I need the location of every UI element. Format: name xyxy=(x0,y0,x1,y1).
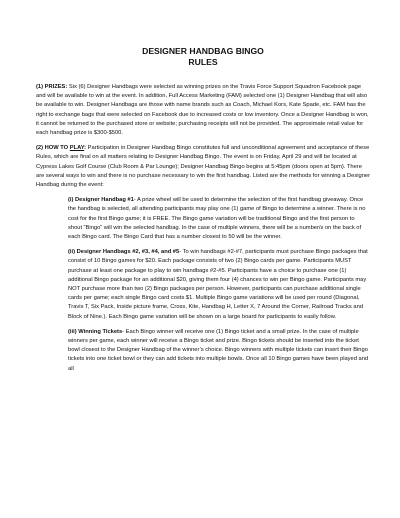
how-to-play-section xyxy=(36,144,370,190)
prizes-text: Six (6) Designer Handbags were selected as winning prizes on the Travis Force Support Squadron Facebook page and will be available to win at the event. In addition, Full Access Marketing (FAM) selected one (1) Designer Handbag that will also be available to win. Designer Handbags are those with name brands such as Coach, Michael Kors, Kate Spade, etc. FAM has the right to exchange bags that were selected on Facebook due to increased costs or low inventory. Once a Designer Handbag is won, it cannot be returned to the purchased store or website; purchasing receipts will not be provided. The approximate retail value for each handbag prize is $300-$500. xyxy=(36,84,369,137)
how-to-play-text: Participation in Designer Handbag Bingo constitutes full and unconditional agreement and acceptance of these Rules, which are final on all matters relating to Designer Handbag Bingo. The event is on Friday, April 29 and will be located at Cypress Lakes Golf Course (Club Room & Par Lounge); Designer Handbag Bingo begins at 5:45pm (doors open at 5pm). There are several ways to win and there is no purchase necessary to win the first handbag. Listed are the methods for winning a Designer Handbag during the event: xyxy=(36,145,371,189)
method-handbag-1 xyxy=(68,196,370,242)
document-title: DESIGNER HANDBAG BINGO xyxy=(142,46,264,56)
method-winning-tickets xyxy=(68,328,370,374)
how-to-play-heading-underlined: PLAY xyxy=(69,145,85,152)
prizes-section xyxy=(36,83,370,138)
how-to-play-heading-suffix: : xyxy=(84,145,87,152)
method-1-text: - A prize wheel will be used to determine the selection of the first handbag giveaway. Once the handbag is selected, all attending participants may play one (1) game of Bingo to determine a winner. There is no cost for the first Bingo game; it is FREE. The Bingo game variation will be traditional Bingo and the first person to shout “Bingo” will win the selected handbag. In the case of multiple winners, there will be a number/s on the back of each Bingo card. The Bingo Card that has a number closest to 50 will be the winner. xyxy=(68,197,366,241)
prizes-heading: (1) PRIZES: xyxy=(36,84,68,90)
method-2-text: - To win handbags #2-#7, participants must purchase Bingo packages that consist of 10 Bingo games for $20. Each package consists of two (2) Bingo cards per game. Participants MUST purchase at least one package to play to win handbags #2-#5. Participants have a choice to purchase one (1) additional Bingo package for an additional $20, giving them four (4) chances to win per Bingo game. Participants may NOT purchase more than two (2) Bingo packages per person. However, participants can purchase additional single cards per game; each single Bingo card costs $1. Multiple Bingo game variations will be used per round (Diagonal, Travis T, Six Pack, Inside picture frame, Cross, Kite, Handbag H, Letter X, 7 Around the Corner, Railroad Tracks and Block of Nine.). Each Bingo game variation will be shown on a large board for participants to easily follow. xyxy=(68,249,368,320)
method-3-heading: (iii) Winning Tickets xyxy=(68,328,123,335)
how-to-play-heading-prefix: (2) HOW TO xyxy=(36,145,70,152)
document-subtitle: RULES xyxy=(188,57,218,67)
how-to-play-heading xyxy=(36,145,86,151)
method-2-heading: (ii) Designer Handbags #2, #3, #4, and #5 xyxy=(68,249,180,256)
method-handbags-2-5 xyxy=(68,248,370,322)
method-1-heading: (i) Designer Handbag #1 xyxy=(68,197,134,204)
method-3-text: - Each Bingo winner will receive one (1) Bingo ticket and a small prize. In the case of multiple winners per game, each winner will receive a Bingo ticket and prize. Bingo tickets should be inserted into the ticket bowl closest to the Designer Handbag of the winner’s choice. Bingo winners with multiple tickets can insert their Bingo tickets into one ticket bowl or they can add tickets into multiple bowls. Once all 10 Bingo games have been played and all xyxy=(68,328,369,372)
